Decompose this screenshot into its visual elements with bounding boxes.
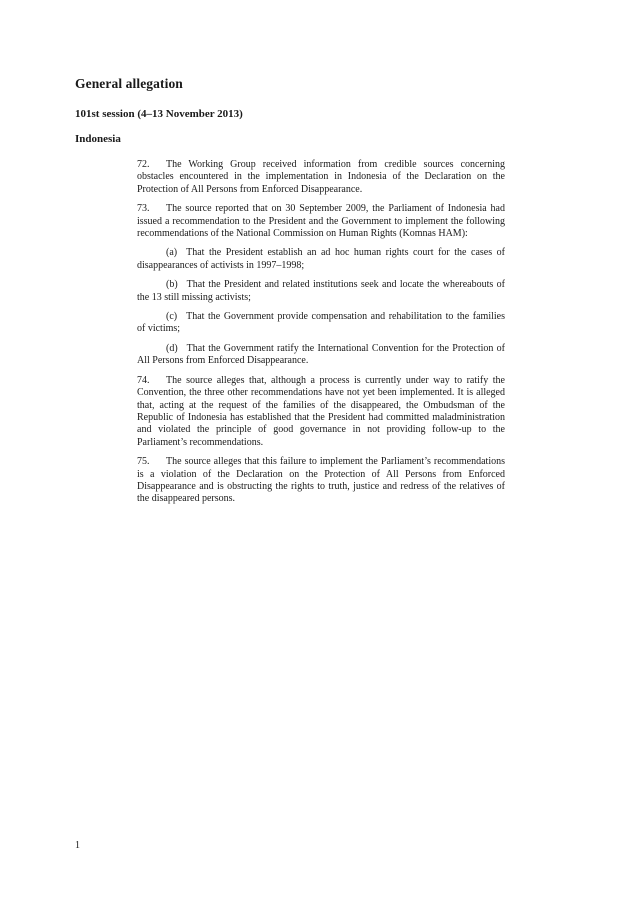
page-number: 1	[75, 840, 80, 851]
subparagraph-label: (d)	[166, 342, 178, 354]
subparagraph-label: (b)	[166, 279, 178, 291]
subparagraph-label: (c)	[166, 311, 178, 323]
subparagraph-text: That the President and related institutions seek and locate the whereabouts of the 13 still missing activists;	[137, 279, 505, 303]
paragraph-text: The source alleges that this failure to implement the Parliament’s recommendations is a violation of the Declaration on the Protection of All Persons from Enforced Disappearance and is obstructing the rights to truth, justice and redress of the relatives of the disappeared persons.	[137, 456, 505, 505]
subparagraph-c	[137, 311, 505, 336]
subparagraph-text: That the President establish an ad hoc human rights court for the cases of disappearances of activists in 1997–1998;	[137, 247, 505, 271]
subparagraph-d	[137, 343, 505, 368]
paragraph-text: The source alleges that, although a process is currently under way to ratify the Convention, the three other recommendations have not yet been implemented. It is alleged that, acting at the request of the families of the disappeared, the Ombudsman of the Republic of Indonesia has established that the President had committed maladministration and violated the principle of good governance in not providing follow-up to the Parliament’s recommendations.	[137, 374, 505, 448]
document-title: General allegation	[75, 76, 183, 91]
paragraph-text: The Working Group received information from credible sources concerning obstacles encountered in the implementation in Indonesia of the Declaration on the Protection of All Persons from Enforced Disappearance.	[137, 159, 505, 195]
paragraph-text: The source reported that on 30 September 2009, the Parliament of Indonesia had issued a recommendation to the President and the Government to implement the following recommendations of the National Commission on Human Rights (Komnas HAM):	[137, 203, 505, 240]
paragraph-75	[137, 456, 505, 506]
subparagraph-text: That the Government ratify the International Convention for the Protection of All Persons from Enforced Disappearance.	[137, 342, 505, 367]
subparagraph-text: That the Government provide compensation and rehabilitation to the families of victims;	[137, 311, 505, 335]
country-heading: Indonesia	[75, 133, 121, 145]
document-content	[75, 76, 505, 513]
subparagraph-b	[137, 279, 505, 304]
paragraph-73	[137, 203, 505, 240]
body-text-block	[137, 159, 505, 506]
paragraph-74	[137, 375, 505, 449]
paragraph-72	[137, 159, 505, 196]
paragraph-number: 73.	[137, 203, 150, 215]
paragraph-number: 75.	[137, 456, 150, 468]
paragraph-number: 72.	[137, 159, 150, 170]
session-heading: 101st session (4–13 November 2013)	[75, 108, 243, 120]
subparagraph-label: (a)	[166, 247, 178, 259]
paragraph-number: 74.	[137, 374, 150, 386]
subparagraph-a	[137, 247, 505, 272]
